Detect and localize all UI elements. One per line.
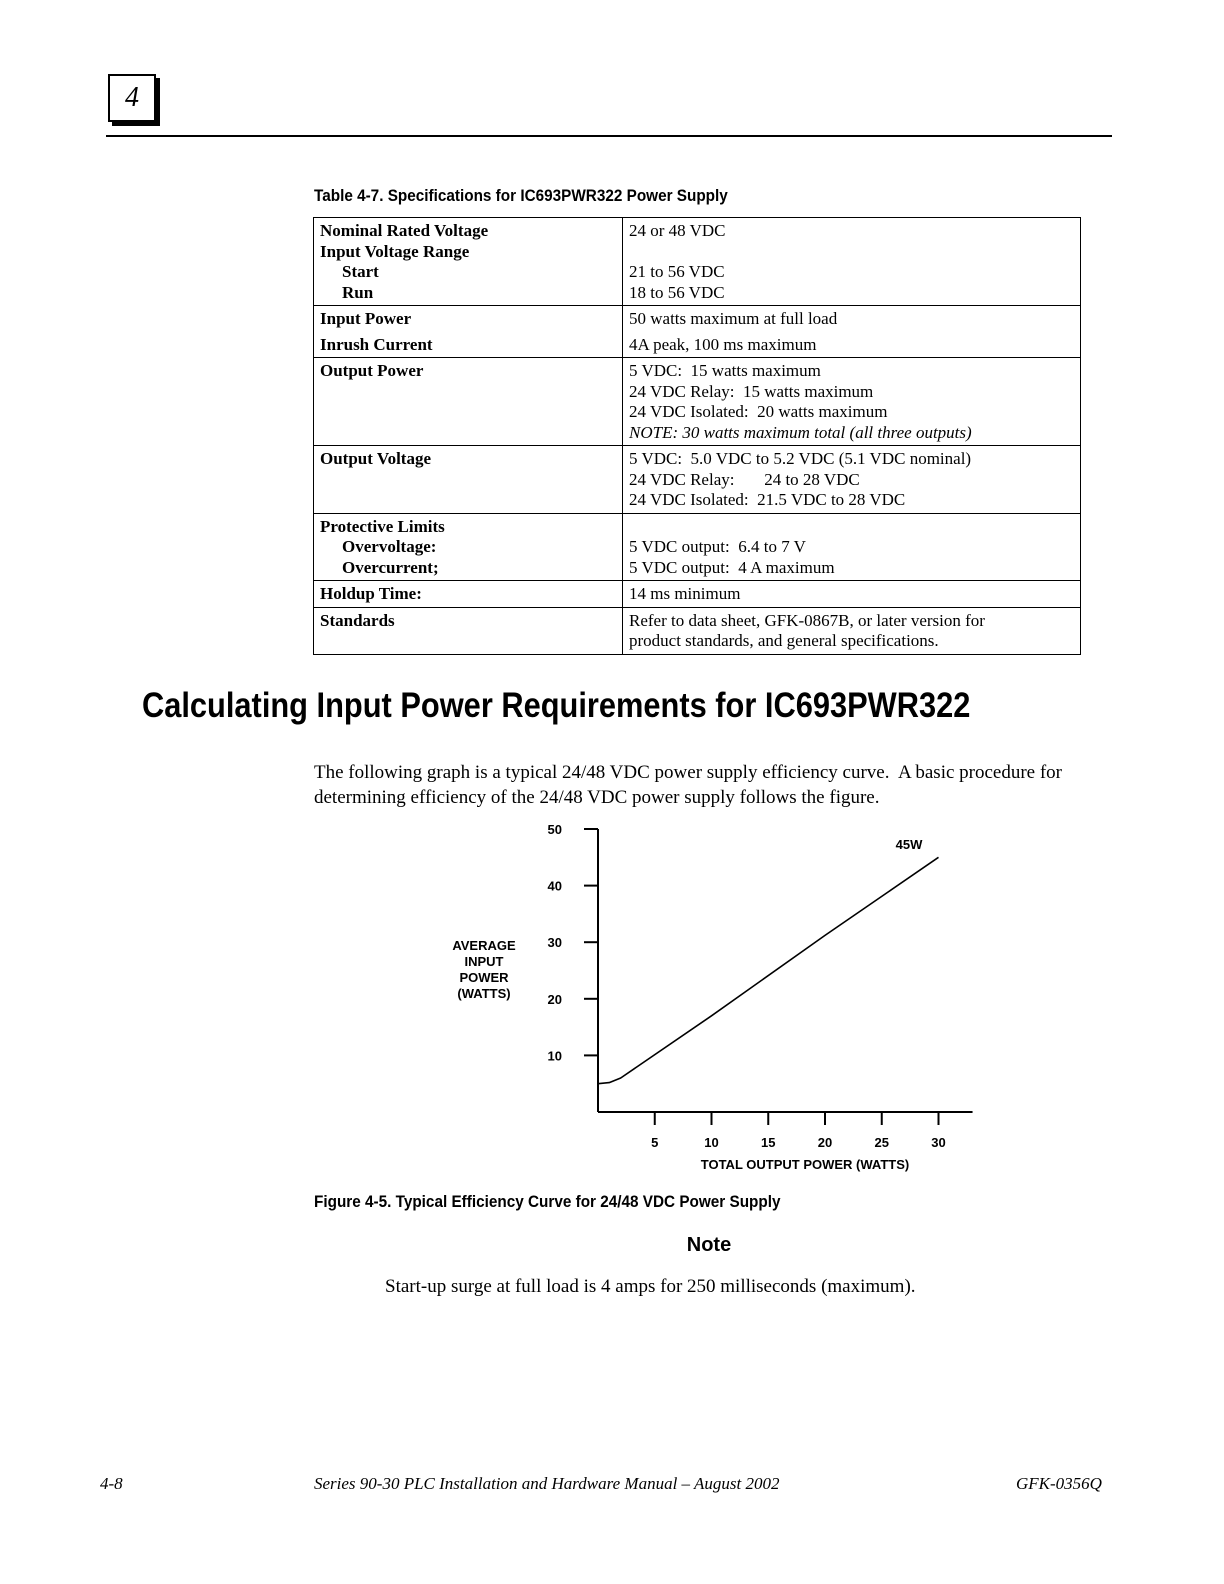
- cell-line: 4A peak, 100 ms maximum: [629, 334, 817, 354]
- cell-line: 24 VDC Isolated: 21.5 VDC to 28 VDC: [629, 490, 906, 509]
- x-tick-label: 20: [817, 1135, 833, 1150]
- y-tick-label: 40: [547, 878, 562, 894]
- table-cell-label: [314, 358, 623, 446]
- table-cell-value: [623, 218, 1081, 306]
- cell-line: Nominal Rated Voltage: [320, 221, 489, 240]
- curve-annotation: 45W: [895, 836, 923, 852]
- table-cell-label: [314, 607, 623, 654]
- cell-line: 50 watts maximum at full load: [629, 309, 838, 328]
- cell-line: Protective Limits: [320, 516, 445, 536]
- table-cell-value: [623, 358, 1081, 446]
- y-tick-label: 50: [547, 822, 562, 837]
- y-axis-label: AVERAGE: [452, 938, 516, 953]
- table-cell-value: [623, 306, 1081, 358]
- table-cell-value: [623, 446, 1081, 514]
- x-tick-label: 5: [651, 1135, 659, 1150]
- cell-line: 24 or 48 VDC: [629, 221, 726, 240]
- cell-line: 18 to 56 VDC: [629, 282, 725, 302]
- cell-line: Input Voltage Range: [320, 241, 470, 261]
- table-row: [314, 607, 1081, 654]
- cell-line: Output Power: [320, 361, 424, 380]
- note-text: Start-up surge at full load is 4 amps for 250 milliseconds (maximum).: [385, 1276, 916, 1297]
- cell-line: 5 VDC output: 6.4 to 7 V: [629, 537, 806, 556]
- header-rule: [106, 135, 1112, 137]
- x-tick-label: 15: [761, 1135, 776, 1150]
- x-axis-label: TOTAL OUTPUT POWER (WATTS): [700, 1157, 910, 1172]
- x-tick-label: 25: [874, 1135, 889, 1150]
- table-caption: Table 4-7. Specifications for IC693PWR322 Power Supply: [314, 186, 728, 205]
- cell-line: Standards: [320, 610, 395, 630]
- cell-line: Inrush Current: [320, 334, 433, 354]
- cell-line: 24 VDC Relay: 24 to 28 VDC: [629, 469, 860, 489]
- table-row: [314, 358, 1081, 446]
- cell-line-empty: [629, 517, 1074, 538]
- series-line: [598, 857, 939, 1083]
- table-row: [314, 218, 1081, 306]
- cell-line: 5 VDC: 5.0 VDC to 5.2 VDC (5.1 VDC nominal): [629, 449, 972, 468]
- table-cell-label: [314, 218, 623, 306]
- efficiency-chart: [420, 815, 980, 1185]
- footer-doc-id: GFK-0356Q: [1016, 1474, 1102, 1493]
- cell-line: Start: [342, 262, 379, 281]
- y-axis-label: (WATTS): [457, 986, 511, 1001]
- cell-line: Overcurrent;: [342, 557, 439, 577]
- spec-table: [313, 217, 1081, 655]
- cell-line: 24 VDC Relay: 15 watts maximum: [629, 381, 874, 401]
- cell-line: Overvoltage:: [342, 537, 437, 556]
- intro-line-2: determining efficiency of the 24/48 VDC power supply follows the figure.: [314, 787, 880, 808]
- cell-line-empty: [629, 242, 1074, 263]
- table-cell-value: [623, 513, 1081, 581]
- intro-line-1: The following graph is a typical 24/48 VDC power supply efficiency curve. A basic procedure for: [314, 762, 1063, 783]
- table-row: [314, 306, 1081, 358]
- table-row: [314, 513, 1081, 581]
- x-tick-label: 10: [704, 1135, 719, 1150]
- cell-line: NOTE: 30 watts maximum total (all three outputs): [629, 422, 972, 442]
- table-cell-label: [314, 446, 623, 514]
- note-title: Note: [686, 1234, 732, 1256]
- intro-paragraph: [314, 760, 1114, 810]
- y-tick-label: 30: [547, 935, 562, 951]
- y-axis-label: INPUT: [464, 954, 504, 969]
- table-row: [314, 446, 1081, 514]
- footer-manual-title: Series 90-30 PLC Installation and Hardware Manual – August 2002: [314, 1474, 780, 1493]
- cell-line: 14 ms minimum: [629, 584, 741, 603]
- chapter-number-box: [108, 74, 156, 122]
- y-axis-label: POWER: [459, 970, 509, 985]
- section-title: Calculating Input Power Requirements for IC693PWR322: [142, 686, 971, 725]
- footer-page-number: 4-8: [100, 1474, 123, 1493]
- table-cell-value: [623, 607, 1081, 654]
- cell-line: Input Power: [320, 309, 412, 328]
- cell-line: Holdup Time:: [320, 584, 422, 603]
- cell-line: 5 VDC output: 4 A maximum: [629, 557, 835, 577]
- table-cell-label: [314, 306, 623, 358]
- cell-line: 5 VDC: 15 watts maximum: [629, 361, 821, 380]
- table-cell-value: [623, 581, 1081, 608]
- cell-line: Run: [342, 282, 374, 302]
- y-tick-label: 20: [547, 991, 562, 1007]
- cell-line: Refer to data sheet, GFK-0867B, or later version for: [629, 610, 985, 630]
- figure-caption: Figure 4-5. Typical Efficiency Curve for 24/48 VDC Power Supply: [314, 1192, 781, 1211]
- cell-line: 21 to 56 VDC: [629, 262, 725, 281]
- table-cell-label: [314, 581, 623, 608]
- cell-line: 24 VDC Isolated: 20 watts maximum: [629, 402, 888, 421]
- x-tick-label: 30: [931, 1135, 946, 1150]
- cell-line: product standards, and general specifications.: [629, 631, 939, 650]
- chapter-number: 4: [125, 82, 139, 113]
- table-cell-label: [314, 513, 623, 581]
- table-row: [314, 581, 1081, 608]
- cell-line: Output Voltage: [320, 449, 431, 468]
- y-tick-label: 10: [547, 1048, 562, 1064]
